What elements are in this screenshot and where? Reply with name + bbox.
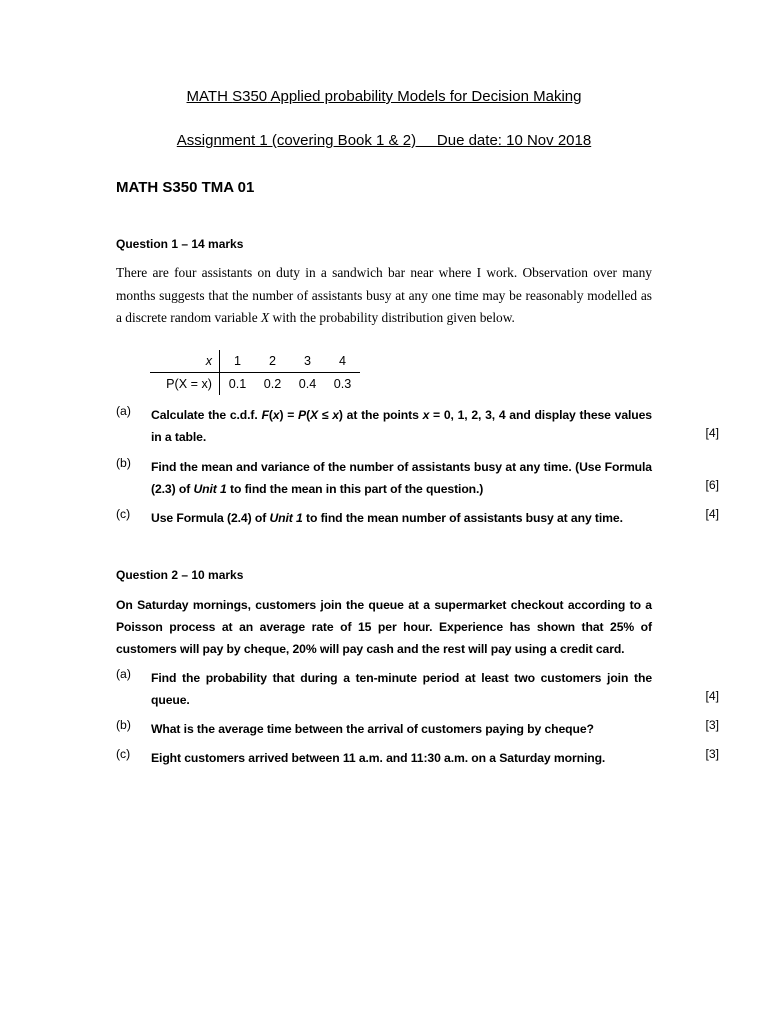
q2-part-a-label: (a) bbox=[116, 667, 131, 681]
q2-part-b-marks: [3] bbox=[705, 718, 719, 732]
table-cell: 1 bbox=[220, 350, 256, 373]
q1-part-a-text: Calculate the c.d.f. F(x) = P(X ≤ x) at the points x = 0, 1, 2, 3, 4 and display these values in a table. bbox=[151, 408, 652, 444]
q2-part-c-text: Eight customers arrived between 11 a.m. and 11:30 a.m. on a Saturday morning. bbox=[151, 751, 606, 765]
table-row-x bbox=[150, 350, 360, 373]
q2-part-a-text: Find the probability that during a ten-minute period at least two customers join the queue. bbox=[151, 671, 652, 707]
q2-part-a-marks: [4] bbox=[705, 689, 719, 703]
q1-intro-a: There are four assistants on duty in a sandwich bar near where I work. Observation over many months suggests that the number of assistants busy at any one time may be reasonably modelled as a discrete random variable bbox=[116, 265, 652, 325]
table-cell: 4 bbox=[325, 350, 360, 373]
q1-part-b-label: (b) bbox=[116, 456, 131, 470]
q2-part-b-text: What is the average time between the arrival of customers paying by cheque? bbox=[151, 722, 594, 736]
table-row-p bbox=[150, 373, 360, 396]
table-cell: 2 bbox=[255, 350, 290, 373]
course-title-post: Applied probability Models for Decision Making bbox=[267, 88, 582, 105]
table-cell: 0.4 bbox=[298, 377, 317, 391]
due-date: 10 Nov 2018 bbox=[506, 132, 592, 149]
question-2-heading: Question 2 – 10 marks bbox=[116, 568, 244, 582]
q1-intro-b: with the probability distribution given below. bbox=[269, 310, 515, 325]
question-2-intro: On Saturday mornings, customers join the queue at a supermarket checkout according to a Poisson process at an average rate of 15 per hour. Experience has shown that 25% of customers will pay by cheque, 20% will pay cash and the rest will pay using a credit card. bbox=[116, 598, 652, 656]
q2-part-c-label: (c) bbox=[116, 747, 131, 761]
q1-part-c-marks: [4] bbox=[705, 507, 719, 521]
q2-part-b-label: (b) bbox=[116, 718, 131, 732]
q1-part-c-label: (c) bbox=[116, 507, 131, 521]
tma-title: MATH S350 TMA 01 bbox=[116, 179, 255, 196]
course-title-pre: MATH bbox=[186, 88, 233, 105]
table-cell: 0.2 bbox=[263, 377, 282, 391]
assignment-line bbox=[0, 132, 768, 149]
q1-part-b-marks: [6] bbox=[705, 478, 719, 492]
question-1-intro bbox=[116, 262, 652, 330]
table-cell: 0.3 bbox=[333, 377, 352, 391]
table-cell: 0.1 bbox=[228, 377, 247, 391]
q1-part-c-text: Use Formula (2.4) of Unit 1 to find the mean number of assistants busy at any time. bbox=[151, 511, 623, 525]
row-header-x: x bbox=[150, 350, 220, 373]
course-title bbox=[0, 88, 768, 105]
distribution-table bbox=[150, 350, 360, 395]
question-1-heading: Question 1 – 14 marks bbox=[116, 237, 244, 251]
course-title-code: S350 bbox=[232, 88, 268, 105]
assignment-text: Assignment 1 (covering Book 1 & 2) Due date: bbox=[176, 132, 507, 149]
q1-part-a-marks: [4] bbox=[705, 426, 719, 440]
q1-part-b-text: Find the mean and variance of the number of assistants busy at any time. (Use Formula (2.3) of Unit 1 to find the mean in this part of the question.) bbox=[151, 460, 652, 496]
q1-intro-var: X bbox=[261, 310, 270, 325]
q2-part-c-marks: [3] bbox=[705, 747, 719, 761]
row-header-p: P(X = x) bbox=[150, 373, 220, 396]
table-cell: 3 bbox=[290, 350, 325, 373]
q1-part-a-label: (a) bbox=[116, 404, 131, 418]
